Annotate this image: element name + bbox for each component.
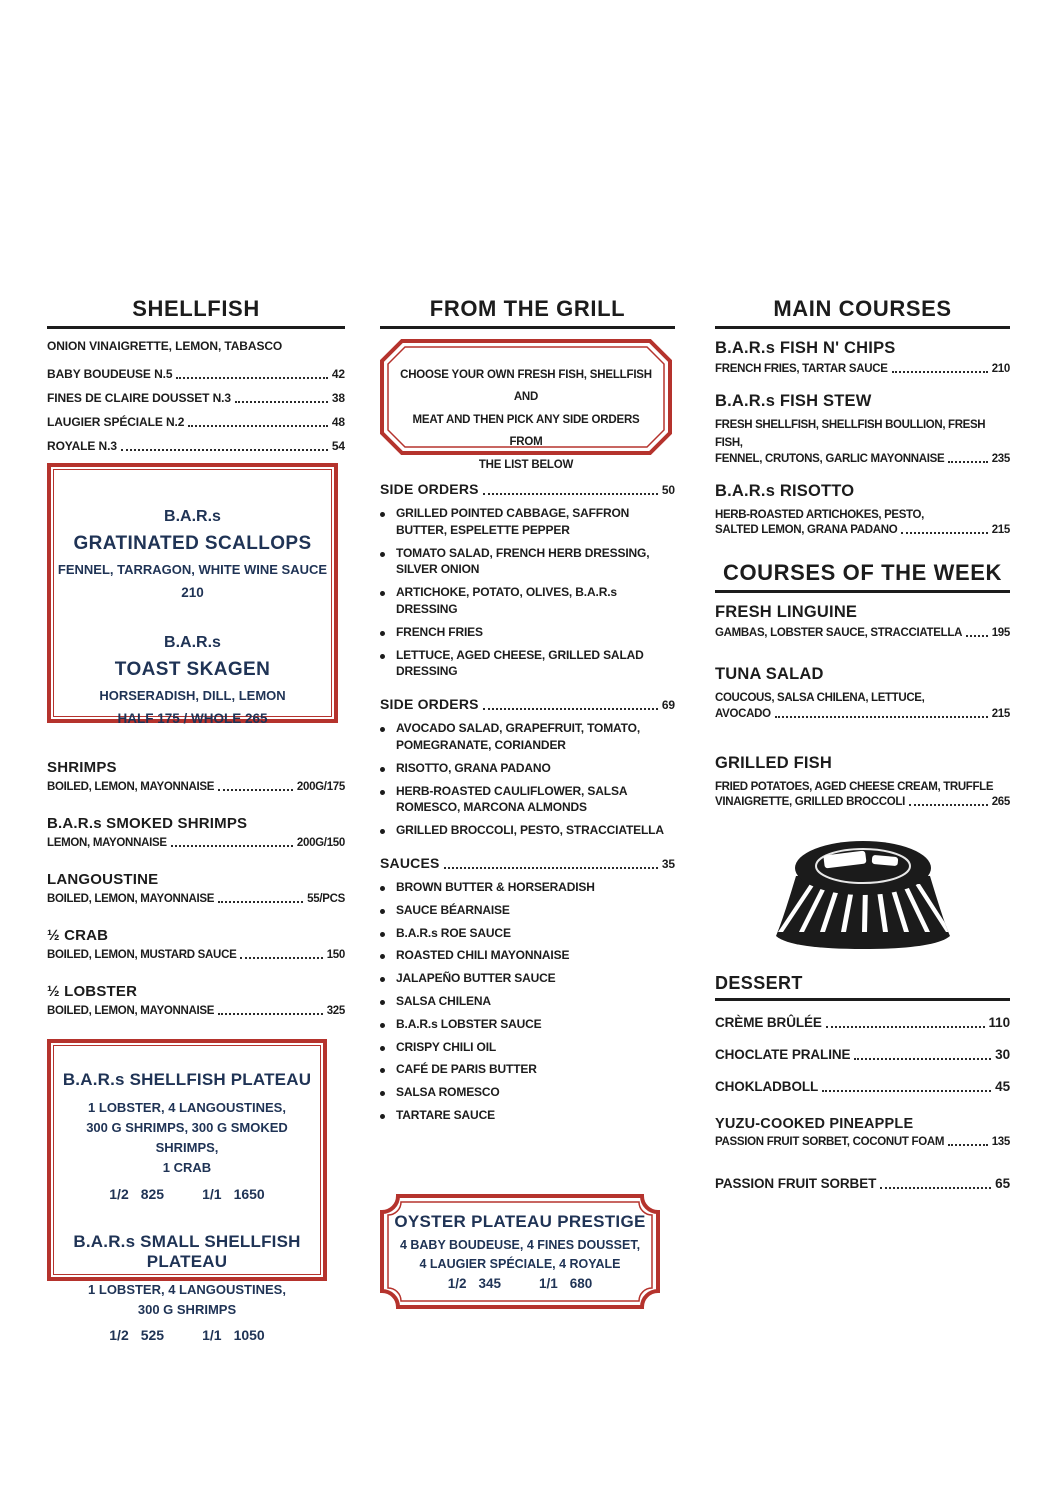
dotted-leader (188, 425, 327, 427)
grill-note-box (380, 339, 672, 471)
item-name: LAUGIER SPÉCIALE N.2 (47, 415, 185, 429)
item-desc: PASSION FRUIT SORBET, COCONUT FOAM (715, 1135, 945, 1148)
item-desc: BOILED, LEMON, MAYONNAISE (47, 893, 215, 905)
item-desc: VINAIGRETTE, GRILLED BROCCOLI (715, 795, 905, 808)
item-price: 235 (991, 452, 1010, 465)
item-name: ROYALE N.3 (47, 439, 117, 453)
dotted-leader (483, 708, 658, 710)
menu-item: B.A.R.s FISH STEW FRESH SHELLFISH, SHELLFISH BOULLION, FRESH FISH, FENNEL, CRUTONS, GARLIC MAYONNAISE 235 (715, 392, 1010, 465)
dotted-leader (121, 449, 328, 451)
special-item-price: 210 (181, 585, 204, 600)
special-item-desc: HORSERADISH, DILL, LEMON (99, 688, 286, 703)
menu-item-row (715, 627, 1010, 639)
side-orders-list-1 (380, 505, 675, 680)
item-desc: FENNEL, CRUTONS, GARLIC MAYONNAISE (715, 452, 945, 465)
bullet-icon (380, 1107, 396, 1124)
item-price: 215 (991, 707, 1010, 720)
menu-item-row (47, 893, 345, 905)
bullet-icon (380, 1016, 396, 1033)
list-item: CAFÉ DE PARIS BUTTER (380, 1061, 675, 1078)
oyster-list (47, 367, 345, 453)
menu-item: FRESH LINGUINE GAMBAS, LOBSTER SAUCE, STRACCIATELLA 195 (715, 603, 1010, 640)
group-header: SAUCES 35 (380, 854, 675, 871)
item-name: CHOKLADBOLL (715, 1078, 819, 1094)
dotted-leader (948, 1144, 988, 1146)
item-price: 110 (988, 1014, 1010, 1030)
brand-label: B.A.R.s (164, 634, 221, 651)
list-item: SALSA CHILENA (380, 993, 675, 1010)
item-desc: FRESH SHELLFISH, SHELLFISH BOULLION, FRESH FISH, (715, 419, 986, 450)
list-item: TARTARE SAUCE (380, 1107, 675, 1124)
sauces-list (380, 879, 675, 1124)
list-item: RISOTTO, GRANA PADANO (380, 760, 675, 777)
grill-section (380, 296, 675, 1309)
prestige-prices (380, 1276, 660, 1291)
item-desc: BOILED, LEMON, MUSTARD SAUCE (47, 949, 237, 961)
item-name: FINES DE CLAIRE DOUSSET N.3 (47, 391, 231, 405)
menu-item-row (715, 524, 1010, 536)
bullet-icon (380, 1061, 396, 1078)
list-item: GRILLED BROCCOLI, PESTO, STRACCIATELLA (380, 822, 675, 839)
main-courses-section (715, 296, 1010, 1191)
menu-item-row (715, 708, 1010, 720)
dotted-leader (854, 1058, 991, 1060)
group-price: 35 (661, 856, 675, 871)
spacer (54, 600, 331, 634)
bullet-icon (380, 647, 396, 681)
item-desc: GAMBAS, LOBSTER SAUCE, STRACCIATELLA (715, 627, 963, 640)
menu-item: B.A.R.s SMOKED SHRIMPS LEMON, MAYONNAISE 200G/150 (47, 815, 345, 849)
item-name: CHOCLATE PRALINE (715, 1046, 851, 1062)
plateau-prices (54, 1186, 320, 1202)
dotted-leader (892, 371, 988, 373)
prestige-name: OYSTER PLATEAU PRESTIGE (394, 1211, 646, 1231)
dotted-leader (948, 461, 987, 463)
item-price: 200G/150 (296, 837, 345, 849)
item-desc: SALTED LEMON, GRANA PADANO (715, 524, 898, 537)
item-desc: FRIED POTATOES, AGED CHEESE CREAM, TRUFFLE (715, 780, 994, 793)
menu-item-row (47, 781, 345, 793)
plateau-prices (54, 1327, 320, 1343)
item-desc: COUCOUS, SALSA CHILENA, LETTUCE, (715, 692, 925, 705)
pudding-mold-icon (768, 834, 958, 952)
list-item: CRISPY CHILI OIL (380, 1039, 675, 1056)
half-price: 345 (478, 1276, 501, 1292)
item-name: CRÈME BRÛLÉE (715, 1014, 822, 1030)
group-price: 69 (661, 698, 675, 713)
section-divider (47, 326, 345, 329)
special-item-desc: FENNEL, TARRAGON, WHITE WINE SAUCE (57, 562, 328, 577)
half-price: 525 (140, 1326, 165, 1343)
bullet-icon (380, 902, 396, 919)
dotted-leader (826, 1026, 985, 1028)
bullet-icon (380, 720, 396, 754)
bullet-icon (380, 925, 396, 942)
bullet-icon (380, 879, 396, 896)
menu-item-row (47, 439, 345, 453)
list-item: HERB-ROASTED CAULIFLOWER, SALSA ROMESCO, MARCONA ALMONDS (380, 783, 675, 817)
bullet-icon (380, 760, 396, 777)
half-price: 825 (140, 1185, 165, 1202)
shellfish-subtitle: ONION VINAIGRETTE, LEMON, TABASCO (47, 339, 283, 353)
section-title-dessert: DESSERT (715, 972, 803, 993)
specials-box-inner (53, 469, 332, 726)
menu-item-row (715, 796, 1010, 808)
section-divider (715, 998, 1010, 1001)
bullet-icon (380, 783, 396, 817)
special-item-price: HALF 175 / WHOLE 265 (117, 711, 268, 726)
item-desc: AVOCADO (715, 707, 771, 720)
plateau-name: B.A.R.s SHELLFISH PLATEAU (62, 1070, 312, 1089)
item-price: 195 (991, 627, 1010, 640)
item-price: 265 (991, 795, 1010, 808)
plateau-box (47, 1039, 327, 1343)
item-name: PASSION FRUIT SORBET (715, 1175, 877, 1191)
full-price: 1050 (233, 1326, 265, 1343)
menu-item-row (715, 453, 1010, 465)
menu-item-row (47, 1005, 345, 1017)
item-price: 42 (331, 367, 345, 381)
dotted-leader (909, 804, 988, 806)
group-price: 50 (661, 483, 675, 497)
section-title-week: COURSES OF THE WEEK (722, 560, 1003, 586)
list-item: AVOCADO SALAD, GRAPEFRUIT, TOMATO, POMEGRANATE, CORIANDER (380, 720, 675, 754)
section-title-grill: FROM THE GRILL (429, 296, 626, 321)
bullet-icon (380, 970, 396, 987)
list-item: B.A.R.s ROE SAUCE (380, 925, 675, 942)
bullet-icon (380, 947, 396, 964)
group-header: SIDE ORDERS 50 (380, 481, 675, 497)
menu-item-row (715, 1015, 1010, 1030)
menu-item: GRILLED FISH FRIED POTATOES, AGED CHEESE CREAM, TRUFFLE VINAIGRETTE, GRILLED BROCCOLI 265 (715, 753, 1010, 808)
menu-item-row (47, 367, 345, 381)
dotted-leader (218, 789, 293, 791)
bullet-icon (380, 624, 396, 641)
bullet-icon (380, 584, 396, 618)
bullet-icon (380, 993, 396, 1010)
menu-item-row (47, 391, 345, 405)
menu-item: ½ LOBSTER BOILED, LEMON, MAYONNAISE 325 (47, 983, 345, 1017)
menu-item-row (47, 949, 345, 961)
dotted-leader (235, 401, 328, 403)
full-price: 680 (569, 1276, 593, 1292)
item-price: 210 (991, 363, 1010, 375)
dotted-leader (483, 493, 658, 495)
dotted-leader (218, 901, 303, 903)
prestige-box (380, 1194, 660, 1309)
special-item-name: GRATINATED SCALLOPS (73, 533, 312, 554)
dotted-leader (171, 845, 293, 847)
item-desc: BOILED, LEMON, MAYONNAISE (47, 781, 215, 793)
bullet-icon (380, 505, 396, 539)
menu-item: YUZU-COOKED PINEAPPLE PASSION FRUIT SORBET, COCONUT FOAM 135 (715, 1115, 1010, 1148)
list-item: BROWN BUTTER & HORSERADISH (380, 879, 675, 896)
side-orders-list-2 (380, 720, 675, 839)
bullet-icon (380, 1039, 396, 1056)
list-item: B.A.R.s LOBSTER SAUCE (380, 1016, 675, 1033)
item-price: 325 (326, 1005, 345, 1017)
dotted-leader (218, 1013, 323, 1015)
full-label: 1/1 (202, 1326, 222, 1343)
section-divider (715, 590, 1010, 593)
menu-item-row (715, 363, 1010, 375)
list-item: JALAPEÑO BUTTER SAUCE (380, 970, 675, 987)
dotted-leader (966, 635, 988, 637)
section-divider (380, 326, 675, 329)
prestige-content: OYSTER PLATEAU PRESTIGE 4 BABY BOUDEUSE, 4 FINES DOUSSET, 4 LAUGIER SPÉCIALE, 4 ROYALE 1/2 345 1/1 680 (380, 1194, 660, 1292)
section-title-shellfish: SHELLFISH (132, 296, 260, 321)
dotted-leader (240, 957, 322, 959)
list-item: SAUCE BÉARNAISE (380, 902, 675, 919)
dotted-leader (901, 532, 987, 534)
plateau-name: B.A.R.s SMALL SHELLFISH PLATEAU (73, 1231, 301, 1271)
item-price: 65 (995, 1175, 1010, 1191)
menu-item-row (715, 1136, 1010, 1148)
menu-item-row (47, 415, 345, 429)
dotted-leader (822, 1090, 991, 1092)
menu-item-row (715, 1079, 1010, 1094)
item-price: 38 (331, 391, 345, 405)
item-desc: FRENCH FRIES, TARTAR SAUCE (715, 363, 888, 375)
list-item: FRENCH FRIES (380, 624, 675, 641)
plateau-box-inner: B.A.R.s SHELLFISH PLATEAU 1 LOBSTER, 4 LANGOUSTINES, 300 G SHRIMPS, 300 G SMOKED SHRIMPS, 1 CRAB 1/2 825 1/1 1650 B.A.R.s SMALL SHELLFISH PLATEAU 1 LOBSTER, 4 LANGOUSTINES, 300 G SHRIMPS 1/2 525 1/1 1050 (53, 1045, 321, 1275)
dotted-leader (775, 716, 988, 718)
menu-item: LANGOUSTINE BOILED, LEMON, MAYONNAISE 55/PCS (47, 871, 345, 905)
list-item: GRILLED POINTED CABBAGE, SAFFRON BUTTER, ESPELETTE PEPPER (380, 505, 675, 539)
half-label: 1/2 (109, 1185, 129, 1202)
list-item: ROASTED CHILI MAYONNAISE (380, 947, 675, 964)
bullet-icon (380, 1084, 396, 1101)
full-price: 1650 (233, 1185, 265, 1202)
menu-item: ½ CRAB BOILED, LEMON, MUSTARD SAUCE 150 (47, 927, 345, 961)
item-desc: BOILED, LEMON, MAYONNAISE (47, 1005, 215, 1017)
menu-item: SHRIMPS BOILED, LEMON, MAYONNAISE 200G/175 (47, 759, 345, 793)
item-name: BABY BOUDEUSE N.5 (47, 367, 173, 381)
dessert-illustration (768, 834, 958, 957)
menu-item-row (715, 1176, 1010, 1191)
full-label: 1/1 (539, 1276, 558, 1292)
section-title-mains: MAIN COURSES (773, 296, 952, 321)
specials-box (47, 463, 338, 726)
item-price: 30 (995, 1046, 1010, 1062)
section-divider (715, 326, 1010, 329)
list-item: TOMATO SALAD, FRENCH HERB DRESSING, SILVER ONION (380, 545, 675, 579)
dotted-leader (880, 1187, 991, 1189)
menu-item-row (47, 837, 345, 849)
dotted-leader (176, 377, 327, 379)
item-price: 135 (991, 1135, 1010, 1148)
list-item: ARTICHOKE, POTATO, OLIVES, B.A.R.s DRESSING (380, 584, 675, 618)
item-price: 54 (331, 439, 345, 453)
dotted-leader (444, 867, 658, 869)
list-item: SALSA ROMESCO (380, 1084, 675, 1101)
menu-item: B.A.R.s RISOTTO HERB-ROASTED ARTICHOKES, PESTO, SALTED LEMON, GRANA PADANO 215 (715, 481, 1010, 537)
bullet-icon (380, 822, 396, 839)
group-header: SIDE ORDERS 69 (380, 696, 675, 713)
item-desc: HERB-ROASTED ARTICHOKES, PESTO, (715, 508, 924, 521)
menu-item: TUNA SALAD COUCOUS, SALSA CHILENA, LETTUCE, AVOCADO 215 (715, 665, 1010, 720)
shellfish-section (47, 296, 345, 1343)
shellfish-items (47, 759, 345, 1017)
item-price: 45 (995, 1078, 1010, 1094)
menu-item: B.A.R.s FISH N' CHIPS FRENCH FRIES, TARTAR SAUCE 210 (715, 339, 1010, 375)
menu-item-row (715, 1047, 1010, 1062)
bullet-icon (380, 545, 396, 579)
item-price: 48 (331, 415, 345, 429)
half-label: 1/2 (447, 1276, 467, 1292)
special-item-name: TOAST SKAGEN (114, 659, 271, 680)
half-label: 1/2 (109, 1326, 129, 1343)
item-price: 215 (991, 524, 1010, 537)
list-item: LETTUCE, AGED CHEESE, GRILLED SALAD DRESSING (380, 647, 675, 681)
brand-label: B.A.R.s (164, 508, 221, 525)
grill-note-text: CHOOSE YOUR OWN FRESH FISH, SHELLFISH AND MEAT AND THEN PICK ANY SIDE ORDERS FROM THE LIST BELOW (400, 369, 652, 471)
item-price: 200G/175 (296, 781, 345, 793)
item-desc: LEMON, MAYONNAISE (47, 837, 167, 849)
item-price: 150 (326, 949, 345, 961)
full-label: 1/1 (202, 1185, 222, 1202)
item-price: 55/PCS (307, 893, 345, 905)
